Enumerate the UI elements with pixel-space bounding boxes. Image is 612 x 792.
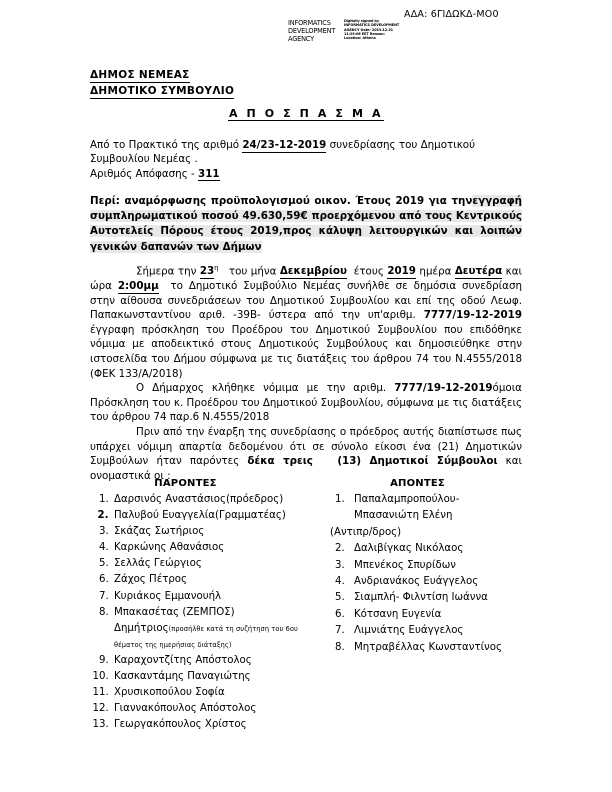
list-item xyxy=(348,607,523,623)
session-weekday: Δευτέρα xyxy=(454,265,503,278)
member-name: Καρκώνης Αθανάσιος xyxy=(114,542,225,554)
list-item xyxy=(112,540,305,556)
present-heading: ΠΑΡΟΝΤΕΣ xyxy=(154,478,217,489)
decision-number: 311 xyxy=(198,167,220,180)
minutes-suffix: συνεδρίασης του Δημοτικού Συμβουλίου Νεμέας . xyxy=(90,139,476,166)
subject-label: Περί: xyxy=(90,195,120,207)
month-label: του μήνα xyxy=(228,265,277,278)
session-day: 23 xyxy=(199,265,215,278)
quorum-paragraph xyxy=(90,425,522,483)
municipality-name: ΔΗΜΟΣ ΝΕΜΕΑΣ xyxy=(90,69,190,81)
member-name: Γεωργακόπουλος Χρίστος xyxy=(114,719,247,731)
member-name: Καραχοντζίτης Απόστολος xyxy=(114,654,252,666)
invitation-number-2: 7777/19-12-2019 xyxy=(394,382,493,395)
session-prefix: Σήμερα την xyxy=(136,265,197,278)
member-name: Μπενέκος Σπυρίδων xyxy=(354,559,456,571)
document-title-text: Α Π Ο Σ Π Α Σ Μ Α xyxy=(228,107,384,120)
digital-signature-stamp xyxy=(288,19,400,44)
subject-part-2: εγγραφή συμπληρωματικού ποσού 49.630,59€ προερχόμενου από τους Κεντρικούς Αυτοτελείς Πόρους έτους 2019, xyxy=(90,195,522,238)
member-name: Παλυβού Ευαγγελία(Γραμματέας) xyxy=(114,510,286,522)
list-item xyxy=(348,623,523,639)
list-item xyxy=(348,574,523,590)
subject-part-1: αναμόρφωσης προϋπολογισμού οικον. Έτους 2019 για την xyxy=(124,195,473,207)
list-item xyxy=(112,605,305,653)
list-item xyxy=(112,508,305,524)
list-item xyxy=(112,669,305,685)
absent-members-column xyxy=(318,478,523,656)
list-item xyxy=(348,558,523,574)
member-name: Δαρσινός Αναστάσιος(πρόεδρος) xyxy=(114,494,284,505)
member-name: Κασκαντάμης Παναγιώτης xyxy=(114,671,251,683)
member-name: Μητραβέλλας Κωνσταντίνος xyxy=(354,641,502,653)
member-name: Γιαννακόπουλος Απόστολος xyxy=(114,703,257,715)
list-item xyxy=(330,492,523,541)
member-name: Σελλάς Γεώργιος xyxy=(114,558,202,570)
list-item xyxy=(112,556,305,572)
member-name: Σιαμπλή- Φιλντίση Ιωάννα xyxy=(354,592,488,604)
invitation-number-1: 7777/19-12-2019 xyxy=(423,309,522,322)
member-name: Δαλιβίγκας Νικόλαος xyxy=(354,543,464,555)
member-name: Μπακασέτας (ΖΕΜΠΟΣ) Δημήτριος xyxy=(114,606,235,634)
council-name: ΔΗΜΟΤΙΚΟ ΣΥΜΒΟΥΛΙΟ xyxy=(90,85,235,97)
member-name: Σκάζας Σωτήριος xyxy=(114,526,205,538)
minutes-number: 24/23-12-2019 xyxy=(242,139,327,151)
member-name: Κότσανη Ευγενία xyxy=(354,608,442,620)
session-text-2: έγγραφη πρόσκληση του Προέδρου του Δημοτικού Συμβουλίου που επιδόθηκε νόμιμα με αποδεικτικό στους Δημοτικούς Συμβούλους και δημοσιεύθηκε στην ιστοσελίδα του Δήμου σύμφωνα με τις διατάξεις του άρθρου 74 του Ν.4555/2018 (ΦΕΚ 133/Α/2018) xyxy=(90,323,522,380)
session-month: Δεκεμβρίου xyxy=(279,265,347,278)
session-day-suffix: η xyxy=(214,264,219,272)
absent-heading: ΑΠΟΝΤΕΣ xyxy=(390,478,445,489)
member-name: Ζάχος Πέτρος xyxy=(114,574,188,586)
member-name: Λιμνιάτης Ευάγγελος xyxy=(354,625,464,637)
list-item xyxy=(348,541,523,557)
present-count-words: δέκα τρεις xyxy=(247,455,313,468)
list-item xyxy=(348,640,523,656)
member-note: (προσήλθε κατά τη συζήτηση του 6ου θέματος της ημερήσιας διάταξης) xyxy=(114,624,298,649)
member-role: (Αντιπρ/δρος) xyxy=(330,526,402,538)
member-name: Παπαλαμπροπούλου- xyxy=(354,494,460,505)
member-name: Χρυσικοπούλου Σοφία xyxy=(114,687,225,699)
body-text xyxy=(90,261,522,483)
minutes-reference xyxy=(90,138,522,181)
member-name-line2: Μπασανιώτη Ελένη xyxy=(354,510,453,522)
list-item xyxy=(112,492,305,508)
member-name: Κυριάκος Εμμανουήλ xyxy=(114,590,222,602)
quorum-text-1: Πριν από την έναρξη της συνεδρίασης ο πρόεδρος αυτής διαπίστωσε πως υπάρχει νόμιμη απαρτία δεδομένου ότι σε σύνολο είκοσι ένα (21) Δημοτικών Συμβούλων ήταν παρόντες xyxy=(90,425,522,468)
quorum-text-2: και ονομαστικά οι : xyxy=(90,455,522,482)
session-time: 2:00μμ xyxy=(117,280,159,293)
signature-agency-name: INFORMATICS DEVELOPMENT AGENCY xyxy=(288,19,336,44)
list-item xyxy=(112,572,305,588)
signature-details: Digitally signed by INFORMATICS DEVELOPMENT AGENCY Date: 2019.12.31 11:29:06 EET Reason: Location: Athens xyxy=(344,19,400,41)
list-item xyxy=(112,524,305,540)
present-count-number: (13) Δημοτικοί Σύμβουλοι xyxy=(337,455,498,468)
subject-paragraph xyxy=(90,194,522,255)
absent-members-list xyxy=(318,492,523,656)
decision-label: Αριθμός Απόφασης - xyxy=(90,167,195,180)
ada-code: ΑΔΑ: 6ΓΙΔΩΚΔ-ΜΟ0 xyxy=(404,9,499,20)
session-year: 2019 xyxy=(387,265,416,278)
mayor-paragraph xyxy=(90,381,522,425)
list-item xyxy=(112,653,305,669)
list-item xyxy=(348,590,523,606)
time-label: και ώρα xyxy=(90,265,523,293)
list-item xyxy=(112,589,305,605)
minutes-prefix: Από το Πρακτικό της αριθμό xyxy=(90,139,240,151)
document-title xyxy=(90,107,522,120)
present-members-list xyxy=(90,492,305,733)
list-item xyxy=(112,701,305,717)
weekday-label: ημέρα xyxy=(419,265,452,278)
mayor-text-2: όμοια Πρόσκληση του κ. Προέδρου του Δημοτικού Συμβουλίου, σύμφωνα με τις διατάξεις του άρθρου 74 παρ.6 Ν.4555/2018 xyxy=(90,382,522,424)
subject-part-3: προς κάλυψη λειτουργικών και λοιπών γενικών δαπανών των Δήμων xyxy=(90,225,523,253)
member-name: Ανδριανάκος Ευάγγελος xyxy=(354,576,479,588)
session-paragraph xyxy=(90,261,522,381)
session-text-1: το Δημοτικό Συμβούλιο Νεμέας συνήλθε σε δημόσια συνεδρίαση στην αίθουσα συνεδριάσεων του Δημοτικού Συμβουλίου και επί της οδού Λεωφ. Παπακωνσταντίνου αριθ. -39Β- ύστερα από την υπ'αριθμ. xyxy=(90,280,523,322)
list-item xyxy=(112,685,305,701)
present-members-column xyxy=(90,478,305,733)
mayor-text-1: Ο Δήμαρχος κλήθηκε νόμιμα με την αριθμ. xyxy=(136,382,387,395)
municipality-header xyxy=(90,68,234,99)
year-label: έτους xyxy=(353,265,384,278)
list-item xyxy=(112,717,305,733)
